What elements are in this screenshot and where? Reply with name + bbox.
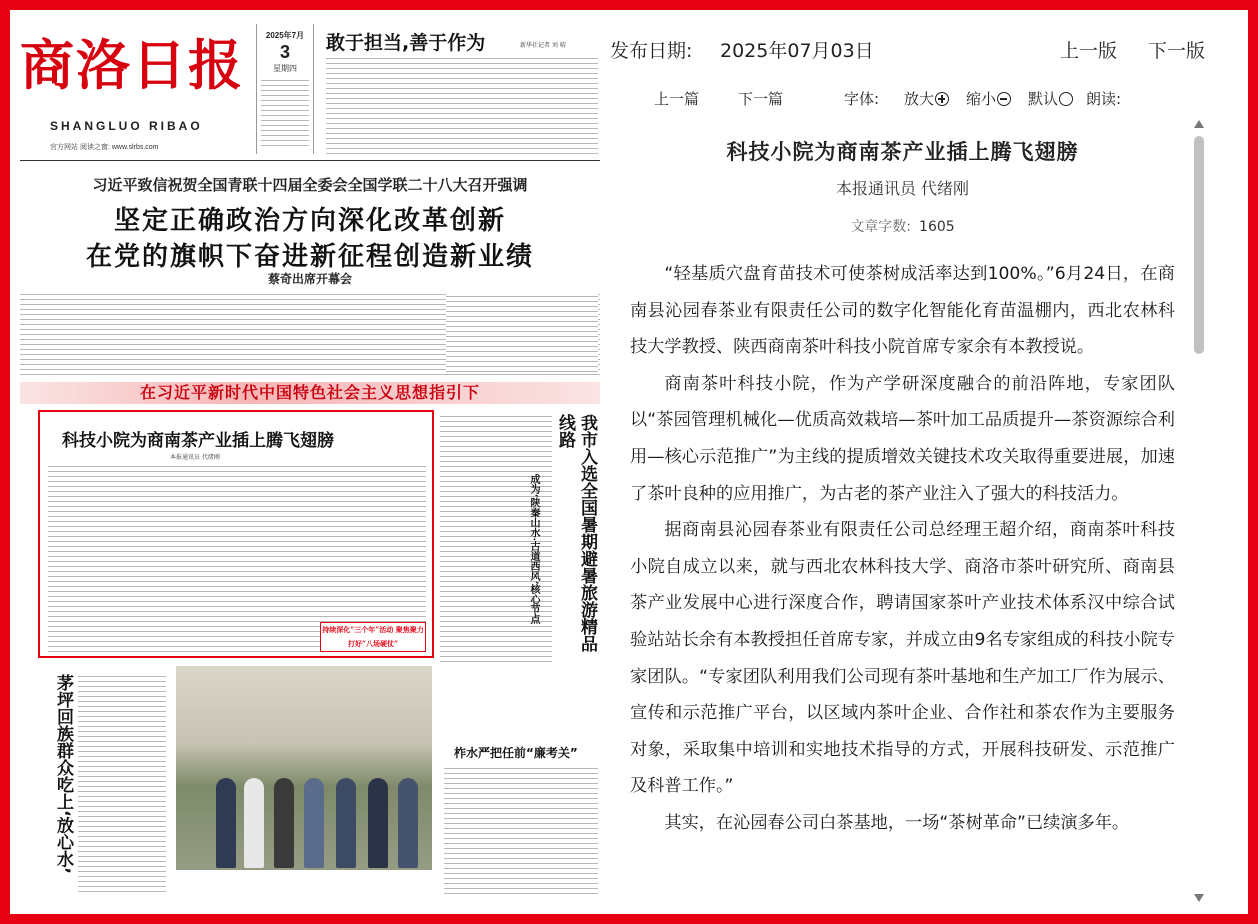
word-count-value: 1605	[919, 219, 955, 235]
article-paragraph: 商南茶叶科技小院，作为产学研深度融合的前沿阵地，专家团队以“茶园管理机械化—优质高效栽培—茶叶加工品质提升—茶资源综合利用—核心示范推广”为主线的提质增效关键技术攻关取得重要进展，加速了茶叶良种的应用推广，为古老的茶产业注入了强大的科技活力。	[630, 373, 1175, 504]
newspaper-pinyin: SHANGLUO RIBAO	[50, 119, 203, 133]
main-kicker[interactable]: 习近平致信祝贺全国青联十四届全委会全国学联二十八大召开强调	[92, 176, 528, 194]
divider	[20, 160, 600, 161]
photo-caption	[176, 870, 432, 886]
main-subhead: 蔡奇出席开幕会	[267, 272, 352, 286]
font-size-label: 字体:	[844, 90, 880, 108]
photo-figure	[244, 778, 264, 868]
enlarge-font-button[interactable]	[904, 88, 949, 109]
lead-headline[interactable]: 敢于担当,善于作为	[326, 32, 486, 54]
issue-day: 3	[279, 42, 290, 62]
tourism-subhead: 成为‘陕秦山水·古道西风’核心节点	[528, 474, 539, 625]
scroll-thumb[interactable]	[1194, 136, 1204, 354]
article-title: 科技小院为商南茶产业插上腾飞翅膀	[726, 140, 1079, 164]
reader-toolbar	[650, 86, 1170, 110]
scroll-up-icon[interactable]	[1194, 120, 1204, 128]
main-headline-line1[interactable]: 坚定正确政治方向深化改革创新	[113, 206, 506, 236]
side-article-text[interactable]	[444, 766, 598, 896]
newspaper-page[interactable]	[20, 14, 600, 900]
article-paragraph: 其实，在沁园春公司白茶基地，一场“茶树革命”已续演多年。	[664, 812, 1130, 833]
article-paragraph: “轻基质穴盘育苗技术可使茶树成活率达到100%。”6月24日，在商南县沁园春茶业有限责任公司的数字化智能化育苗温棚内，西北农林科技大学教授、陕西商南茶叶科技小院首席专家余有本教授说。	[630, 264, 1175, 358]
article-body	[630, 256, 1175, 842]
masthead	[20, 14, 600, 159]
next-edition-link[interactable]: 下一版	[1148, 40, 1206, 62]
selected-article-box[interactable]	[38, 410, 434, 658]
water-article-text[interactable]	[78, 674, 166, 896]
prev-article-link[interactable]: 上一篇	[654, 90, 700, 108]
publish-date-label: 发布日期:	[610, 40, 693, 62]
photo-figure	[368, 778, 388, 868]
lead-article-text[interactable]	[326, 56, 598, 156]
selected-article-byline: 本报通讯员 代绪刚	[170, 454, 220, 461]
read-aloud-label[interactable]: 朗读:	[1086, 90, 1122, 108]
campaign-badge: 持续深化“三个年”活动 聚焦聚力打好“八场硬仗”	[320, 622, 426, 652]
article-author: 本报通讯员 代绪刚	[835, 179, 970, 198]
issue-info-lines	[261, 78, 309, 148]
issue-date-box	[256, 24, 314, 154]
shrink-font-button[interactable]	[966, 88, 1011, 109]
article-scrollbar[interactable]	[1192, 116, 1206, 906]
issue-weekday: 星期四	[273, 64, 297, 73]
news-photo	[176, 666, 432, 886]
plus-circle-icon	[935, 92, 949, 106]
enlarge-label: 放大	[904, 90, 935, 108]
selected-article-headline[interactable]: 科技小院为商南茶产业插上腾飞翅膀	[62, 431, 334, 451]
photo-figure	[274, 778, 294, 868]
section-banner: 在习近平新时代中国特色社会主义思想指引下	[20, 382, 600, 404]
default-label: 默认	[1028, 90, 1059, 108]
newspaper-logo: 商洛日报	[20, 33, 244, 97]
photo-figure	[216, 778, 236, 868]
water-article-headline[interactable]: 茅坪回族群众吃上‘放心水’	[53, 674, 73, 874]
shrink-label: 缩小	[966, 90, 997, 108]
edition-bar	[600, 28, 1220, 62]
default-font-button[interactable]	[1028, 88, 1073, 109]
photo-figure	[398, 778, 418, 868]
article-panel	[630, 130, 1180, 900]
scroll-down-icon[interactable]	[1194, 894, 1204, 902]
word-count	[630, 216, 1175, 236]
side-headline[interactable]: 柞水严把任前“廉考关”	[454, 746, 578, 760]
issue-year-month: 2025年7月	[265, 31, 305, 40]
prev-edition-link[interactable]: 上一版	[1060, 40, 1118, 62]
lead-byline: 新华社记者 刘 晴	[520, 42, 566, 49]
word-count-label: 文章字数:	[850, 219, 912, 235]
main-headline-line2[interactable]: 在党的旗帜下奋进新征程创造新业绩	[85, 242, 534, 272]
circle-icon	[1059, 92, 1073, 106]
publish-date: 2025年07月03日	[720, 40, 874, 62]
photo-figure	[304, 778, 324, 868]
newspaper-url: 官方网站 阅读之窗: www.slrbs.com	[50, 144, 159, 151]
photo-figure	[336, 778, 356, 868]
tourism-headline[interactable]: 我市入选全国暑期避暑旅游精品线路	[555, 414, 597, 652]
article-paragraph: 据商南县沁园春茶业有限责任公司总经理王超介绍，商南茶叶科技小院自成立以来，就与西北农林科技大学、商洛市茶叶研究所、商南县茶产业发展中心进行深度合作，聘请国家茶叶产业技术体系汉中综合试验站站长余有本教授担任首席专家，并成立由9名专家组成的科技小院专家团队。“专家团队利用我们公司现有茶叶基地和生产加工厂作为展示、宣传和示范推广平台，以区域内茶叶企业、合作社和茶农作为主要服务对象，采取集中培训和实地技术指导的方式，开展科技研发、示范推广及科普工作。”	[630, 520, 1175, 797]
minus-circle-icon	[997, 92, 1011, 106]
column-text	[446, 294, 598, 374]
next-article-link[interactable]: 下一篇	[738, 90, 784, 108]
